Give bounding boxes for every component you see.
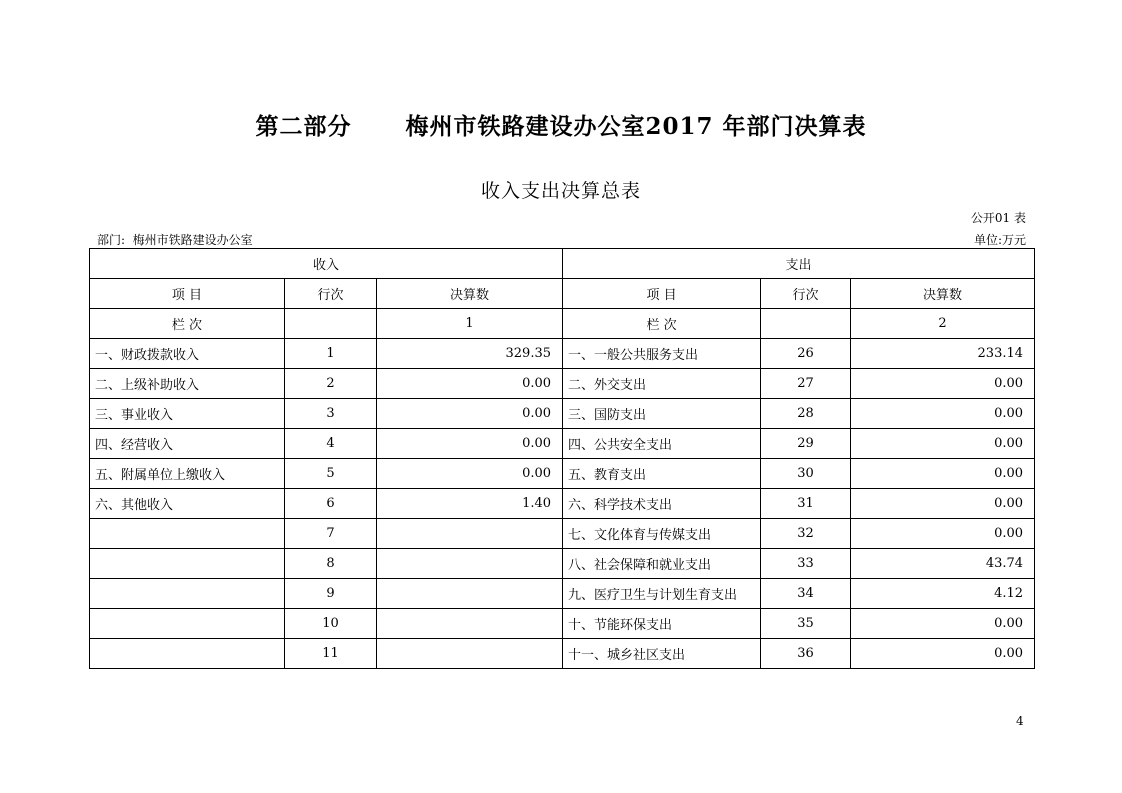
- income-row-number-cell: 3: [285, 399, 377, 429]
- expense-row-header: 行次: [761, 279, 851, 309]
- income-amount-cell: [377, 609, 563, 639]
- table-row: [90, 399, 1035, 429]
- table-title: 收入支出决算总表: [480, 180, 641, 202]
- income-row-number-cell: 7: [285, 519, 377, 549]
- income-amount-cell: [377, 549, 563, 579]
- page-title: 第二部分 梅州市铁路建设办公室2017 年部门决算表: [255, 113, 867, 140]
- table-row: [90, 639, 1035, 669]
- expense-row-number-cell: 34: [761, 579, 851, 609]
- expense-item-cell: 八、社会保障和就业支出: [563, 549, 761, 579]
- expense-row-number-cell: 27: [761, 369, 851, 399]
- expense-item-cell: 三、国防支出: [563, 399, 761, 429]
- column-header-row: [90, 279, 1035, 309]
- income-item-cell: [90, 549, 285, 579]
- expense-amount-cell: 43.74: [851, 549, 1035, 579]
- income-lanci-label: 栏 次: [90, 309, 285, 339]
- income-lanci-empty: [285, 309, 377, 339]
- expense-amount-cell: 0.00: [851, 399, 1035, 429]
- income-row-number-cell: 11: [285, 639, 377, 669]
- expense-amount-cell: 0.00: [851, 459, 1035, 489]
- table-row: [90, 549, 1035, 579]
- income-item-cell: 五、附属单位上缴收入: [90, 459, 285, 489]
- income-row-number-cell: 5: [285, 459, 377, 489]
- income-item-cell: [90, 639, 285, 669]
- expense-lanci-empty: [761, 309, 851, 339]
- expense-lanci-label: 栏 次: [563, 309, 761, 339]
- expense-item-cell: 九、医疗卫生与计划生育支出: [563, 579, 761, 609]
- income-column-number: 1: [377, 309, 563, 339]
- table-row: [90, 339, 1035, 369]
- table-row: [90, 609, 1035, 639]
- income-row-header: 行次: [285, 279, 377, 309]
- income-item-cell: 二、上级补助收入: [90, 369, 285, 399]
- income-amount-cell: 329.35: [377, 339, 563, 369]
- expense-item-cell: 六、科学技术支出: [563, 489, 761, 519]
- income-amount-cell: 0.00: [377, 399, 563, 429]
- income-amount-cell: 1.40: [377, 489, 563, 519]
- income-row-number-cell: 1: [285, 339, 377, 369]
- department-label: 部门: 梅州市铁路建设办公室: [97, 233, 253, 247]
- table-row: [90, 369, 1035, 399]
- expense-amount-cell: 0.00: [851, 639, 1035, 669]
- column-number-row: [90, 309, 1035, 339]
- expense-amount-cell: 0.00: [851, 369, 1035, 399]
- expense-amount-cell: 0.00: [851, 429, 1035, 459]
- expense-item-cell: 四、公共安全支出: [563, 429, 761, 459]
- expense-row-number-cell: 30: [761, 459, 851, 489]
- expense-amount-cell: 0.00: [851, 489, 1035, 519]
- unit-label: 单位:万元: [973, 233, 1026, 247]
- expense-item-cell: 二、外交支出: [563, 369, 761, 399]
- income-row-number-cell: 4: [285, 429, 377, 459]
- expense-amount-cell: 0.00: [851, 609, 1035, 639]
- expense-amount-cell: 4.12: [851, 579, 1035, 609]
- expense-item-cell: 十、节能环保支出: [563, 609, 761, 639]
- expense-amount-header: 决算数: [851, 279, 1035, 309]
- expense-item-cell: 十一、城乡社区支出: [563, 639, 761, 669]
- expense-item-cell: 五、教育支出: [563, 459, 761, 489]
- income-item-cell: [90, 579, 285, 609]
- income-item-cell: 六、其他收入: [90, 489, 285, 519]
- income-item-cell: [90, 519, 285, 549]
- income-amount-cell: 0.00: [377, 369, 563, 399]
- expense-item-cell: 七、文化体育与传媒支出: [563, 519, 761, 549]
- income-amount-cell: [377, 639, 563, 669]
- form-number: 公开01 表: [970, 211, 1026, 225]
- budget-table: [89, 248, 1035, 669]
- expense-group-header: 支出: [563, 249, 1035, 279]
- expense-row-number-cell: 35: [761, 609, 851, 639]
- group-header-row: [90, 249, 1035, 279]
- expense-row-number-cell: 29: [761, 429, 851, 459]
- expense-row-number-cell: 31: [761, 489, 851, 519]
- income-amount-cell: [377, 579, 563, 609]
- income-amount-cell: [377, 519, 563, 549]
- expense-row-number-cell: 28: [761, 399, 851, 429]
- income-group-header: 收入: [90, 249, 563, 279]
- income-item-header: 项 目: [90, 279, 285, 309]
- table-row: [90, 579, 1035, 609]
- income-amount-cell: 0.00: [377, 429, 563, 459]
- expense-row-number-cell: 33: [761, 549, 851, 579]
- income-row-number-cell: 6: [285, 489, 377, 519]
- expense-row-number-cell: 26: [761, 339, 851, 369]
- income-item-cell: 三、事业收入: [90, 399, 285, 429]
- income-item-cell: 一、财政拨款收入: [90, 339, 285, 369]
- income-row-number-cell: 8: [285, 549, 377, 579]
- income-row-number-cell: 2: [285, 369, 377, 399]
- income-item-cell: [90, 609, 285, 639]
- income-amount-header: 决算数: [377, 279, 563, 309]
- table-row: [90, 429, 1035, 459]
- expense-row-number-cell: 32: [761, 519, 851, 549]
- income-row-number-cell: 9: [285, 579, 377, 609]
- expense-item-cell: 一、一般公共服务支出: [563, 339, 761, 369]
- expense-column-number: 2: [851, 309, 1035, 339]
- table-row: [90, 489, 1035, 519]
- income-row-number-cell: 10: [285, 609, 377, 639]
- income-item-cell: 四、经营收入: [90, 429, 285, 459]
- income-amount-cell: 0.00: [377, 459, 563, 489]
- page-number: 4: [1016, 714, 1024, 728]
- expense-amount-cell: 0.00: [851, 519, 1035, 549]
- expense-amount-cell: 233.14: [851, 339, 1035, 369]
- table-row: [90, 519, 1035, 549]
- expense-row-number-cell: 36: [761, 639, 851, 669]
- table-row: [90, 459, 1035, 489]
- expense-item-header: 项 目: [563, 279, 761, 309]
